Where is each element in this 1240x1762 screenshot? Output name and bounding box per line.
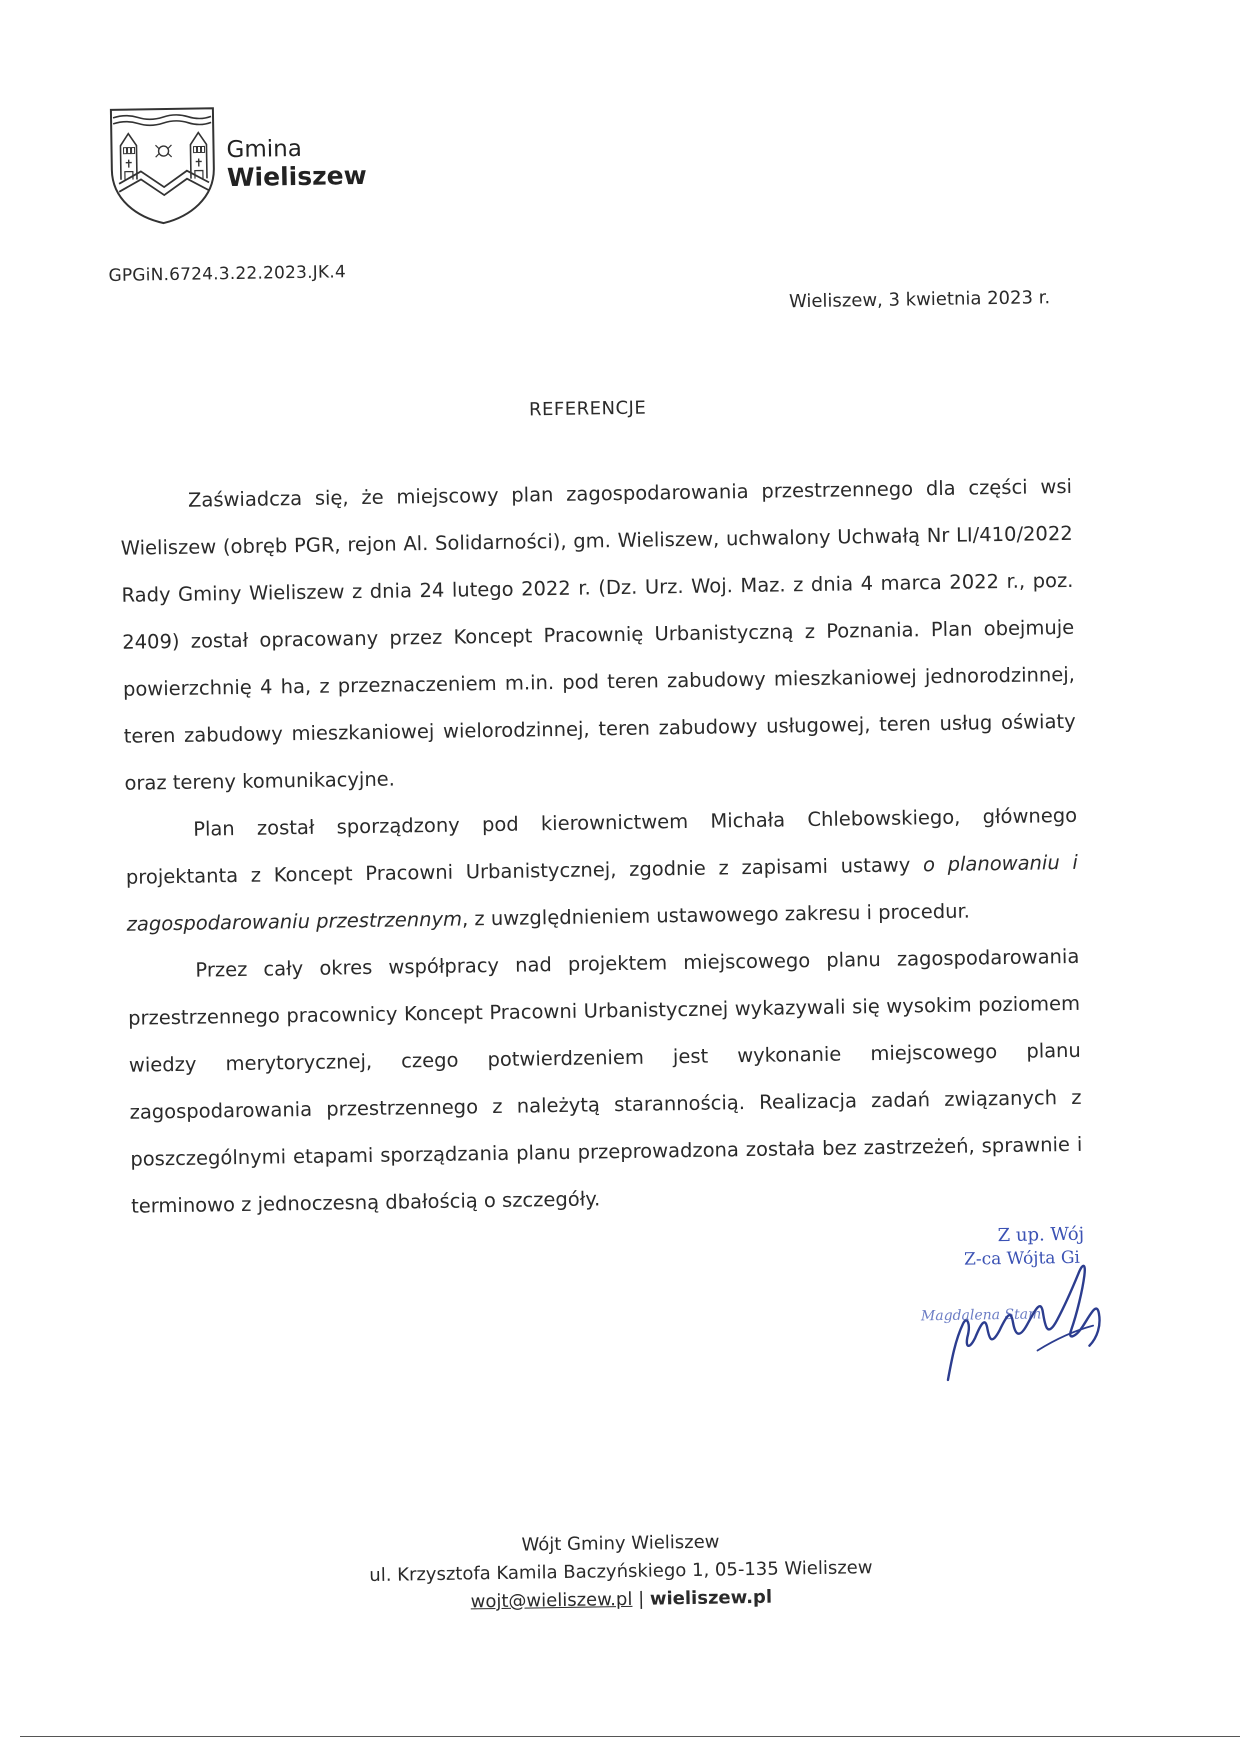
logo-line-gmina: Gmina xyxy=(226,135,303,164)
coat-of-arms-icon xyxy=(108,106,220,228)
stamp-line-2: Z-ca Wójta Gi xyxy=(963,1247,1081,1270)
document-title: REFERENCJE xyxy=(528,397,647,421)
footer-address: ul. Krzysztofa Kamila Baczyńskiego 1, 05-135 Wieliszew xyxy=(369,1557,873,1587)
paragraph-3: Przez cały okres współpracy nad projektem miejscowego planu zagospodarowania przestrzennego pracownicy Koncept Pracowni Urbanistycznej wykazywali się wysokim poziomem wiedzy merytorycznej, czego potwierdzeniem jest wykonanie miejscowego planu zagospodarowania przestrzennego z należytą starannością. Realizacja zadań związanych z poszczególnymi etapami sporządzania planu przeprowadzona została bez zastrzeżeń, sprawnie i terminowo z jednoczesną dbałością o szczegóły. xyxy=(127,944,1083,1218)
letter-body xyxy=(120,463,1084,1230)
reference-number: GPGiN.6724.3.22.2023.JK.4 xyxy=(108,262,347,286)
handwritten-signature-icon xyxy=(905,1216,1168,1400)
paragraph-2-start: Plan został sporządzony pod kierownictwem Michała Chlebowskiego, głównego projektanta z Koncept Pracowni Urbanistycznej, zgodnie z zapisami ustawy xyxy=(125,803,1078,889)
footer-office: Wójt Gminy Wieliszew xyxy=(521,1531,720,1556)
paragraph-2-end: , z uwzględnieniem ustawowego zakresu i procedur. xyxy=(461,899,971,931)
act-title-italic: o planowaniu i zagospodarowaniu przestrzennym xyxy=(126,850,1079,936)
signature-stamp xyxy=(905,1216,1188,1400)
logo-wordmark xyxy=(226,134,367,192)
paragraph-1: Zaświadcza się, że miejscowy plan zagospodarowania przestrzennego dla części wsi Wieliszew (obręb PGR, rejon Al. Solidarności), gm. Wieliszew, uchwalony Uchwałą Nr LI/410/2022 Rady Gminy Wieliszew z dnia 24 lutego 2022 r. (Dz. Urz. Woj. Maz. z dnia 4 marca 2022 r., poz. 2409) został opracowany przez Koncept Pracownię Urbanistyczną z Poznania. Plan obejmuje powierzchnię 4 ha, z przeznaczeniem m.in. pod teren zabudowy mieszkaniowej jednorodzinnej, teren zabudowy mieszkaniowej wielorodzinnej, teren zabudowy usługowej, teren usług oświaty oraz tereny komunikacyjne. xyxy=(120,474,1076,795)
stamp-line-1: Z up. Wój xyxy=(997,1223,1085,1247)
letter-footer xyxy=(10,1520,1231,1623)
place-and-date: Wieliszew, 3 kwietnia 2023 r. xyxy=(788,287,1051,313)
footer-separator: | xyxy=(637,1588,645,1610)
bottom-divider xyxy=(20,1736,1240,1737)
footer-website-link[interactable]: wieliszew.pl xyxy=(649,1586,773,1610)
logo-line-wieliszew: Wieliszew xyxy=(226,160,367,193)
paragraph-2 xyxy=(125,792,1079,948)
footer-email-link[interactable]: wojt@wieliszew.pl xyxy=(470,1588,633,1613)
stamp-name: Magdalena Stam xyxy=(920,1306,1042,1325)
municipality-logo xyxy=(108,104,370,228)
